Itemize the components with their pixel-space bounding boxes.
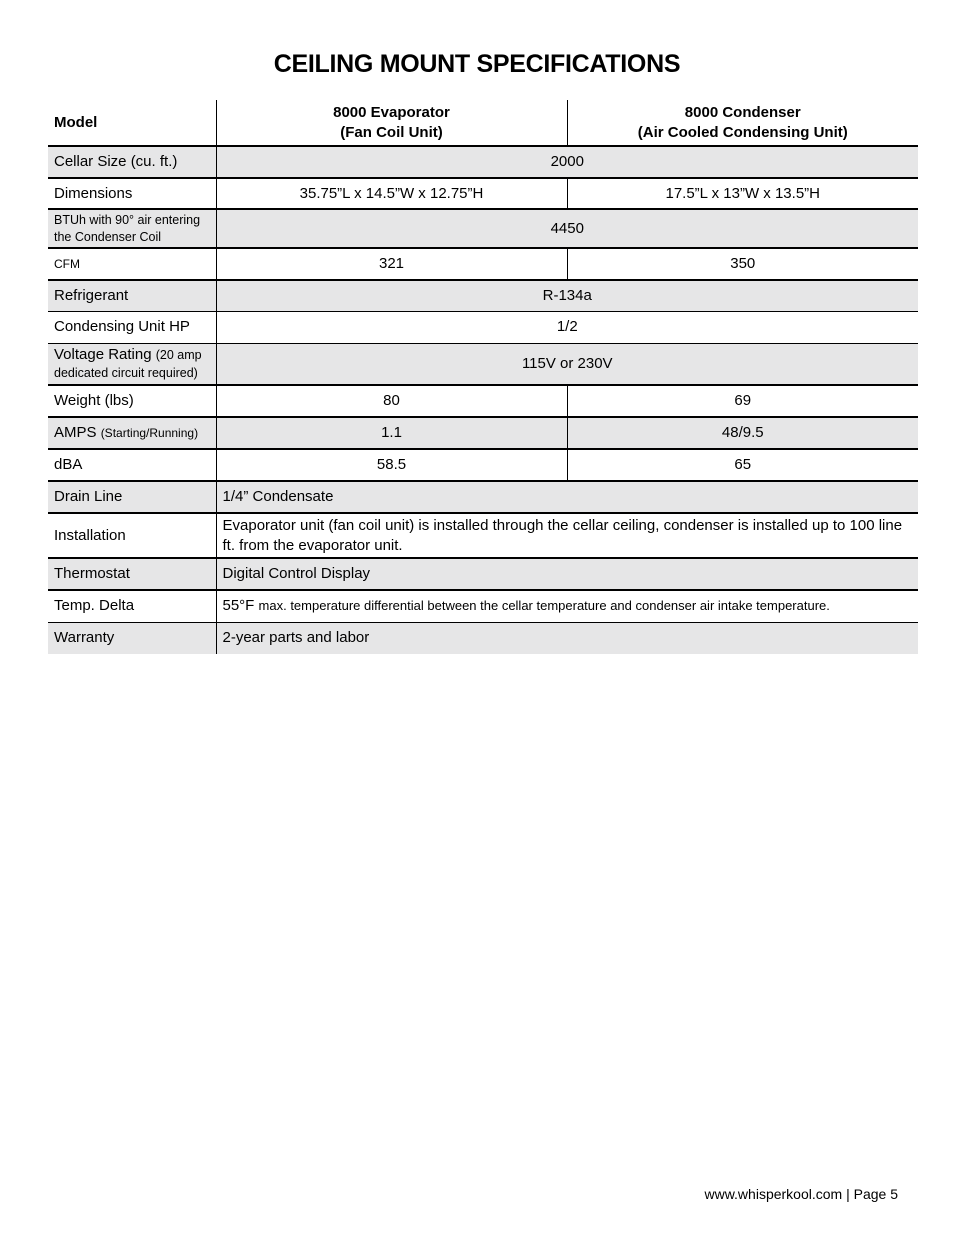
refrigerant-label: Refrigerant [48, 280, 216, 311]
voltage-label: Voltage Rating [54, 345, 152, 363]
table-header-row [48, 100, 918, 146]
table-row [48, 417, 918, 449]
installation-label: Installation [48, 513, 216, 558]
drain-line-label: Drain Line [48, 481, 216, 513]
condenser-header-line1: 8000 Condenser [684, 103, 801, 121]
cfm-condenser-value: 350 [730, 255, 756, 272]
model-header: Model [48, 100, 216, 146]
condenser-header [567, 100, 918, 146]
dimensions-evaporator-value: 35.75”L x 14.5”W x 12.75”H [216, 178, 567, 209]
table-row [48, 146, 918, 178]
temp-delta-value [216, 590, 918, 622]
cfm-evaporator-value: 321 [216, 248, 567, 280]
dimensions-label: Dimensions [48, 178, 216, 209]
table-row [48, 311, 918, 343]
drain-line-value: 1/4” Condensate [216, 481, 918, 513]
amps-label-note: (Starting/Running) [100, 426, 199, 440]
evaporator-header [216, 100, 567, 146]
dba-evaporator-value: 58.5 [216, 449, 567, 481]
table-row [48, 558, 918, 590]
voltage-label-note: (20 amp dedicated circuit required) [54, 347, 202, 380]
weight-label: Weight (lbs) [48, 385, 216, 417]
table-row [48, 385, 918, 417]
table-row [48, 343, 918, 385]
table-row [48, 622, 918, 654]
installation-value: Evaporator unit (fan coil unit) is installed through the cellar ceiling, condenser is installed up to 100 line ft. from the evaporator unit. [222, 516, 903, 554]
dimensions-condenser-value: 17.5”L x 13”W x 13.5”H [665, 184, 820, 202]
page-title: CEILING MOUNT SPECIFICATIONS [273, 50, 681, 78]
footer-url[interactable]: www.whisperkool.com [704, 1186, 843, 1202]
warranty-label: Warranty [48, 622, 216, 654]
table-row [48, 209, 918, 248]
thermostat-value: Digital Control Display [216, 558, 918, 590]
amps-evaporator-value: 1.1 [216, 417, 567, 449]
evaporator-header-line2: (Fan Coil Unit) [340, 123, 443, 141]
refrigerant-value: R-134a [216, 280, 918, 311]
table-row [48, 248, 918, 280]
table-row [48, 513, 918, 558]
condensing-hp-value: 1/2 [556, 318, 578, 335]
page-number: Page 5 [853, 1186, 898, 1202]
table-row [48, 449, 918, 481]
cfm-label: CFM [48, 248, 216, 280]
cellar-size-label: Cellar Size (cu. ft.) [48, 146, 216, 178]
specifications-table [48, 100, 918, 654]
footer-separator: | [846, 1186, 850, 1202]
voltage-value: 115V or 230V [216, 343, 918, 385]
table-row [48, 590, 918, 622]
table-row [48, 178, 918, 209]
dba-label: dBA [48, 449, 216, 481]
condensing-hp-label: Condensing Unit HP [48, 311, 216, 343]
table-row [48, 280, 918, 311]
voltage-label-cell [48, 343, 216, 385]
amps-label: AMPS [54, 424, 97, 441]
amps-condenser-value: 48/9.5 [567, 417, 918, 449]
weight-condenser-value: 69 [734, 392, 752, 409]
thermostat-label: Thermostat [48, 558, 216, 590]
temp-delta-prefix: 55°F [222, 597, 255, 615]
evaporator-header-line1: 8000 Evaporator [333, 103, 450, 121]
btuh-value: 4450 [216, 209, 918, 248]
page-footer [704, 1186, 898, 1202]
condenser-header-line2: (Air Cooled Condensing Unit) [637, 123, 848, 141]
dba-condenser-value: 65 [734, 456, 752, 473]
amps-label-cell [48, 417, 216, 449]
weight-evaporator-value: 80 [216, 385, 567, 417]
warranty-value: 2-year parts and labor [216, 622, 918, 654]
cellar-size-value: 2000 [216, 146, 918, 178]
temp-delta-text: max. temperature differential between the cellar temperature and condenser air intake temperature. [258, 598, 830, 614]
btuh-label: BTUh with 90° air entering the Condenser Coil [48, 209, 216, 248]
temp-delta-label: Temp. Delta [48, 590, 216, 622]
table-row [48, 481, 918, 513]
